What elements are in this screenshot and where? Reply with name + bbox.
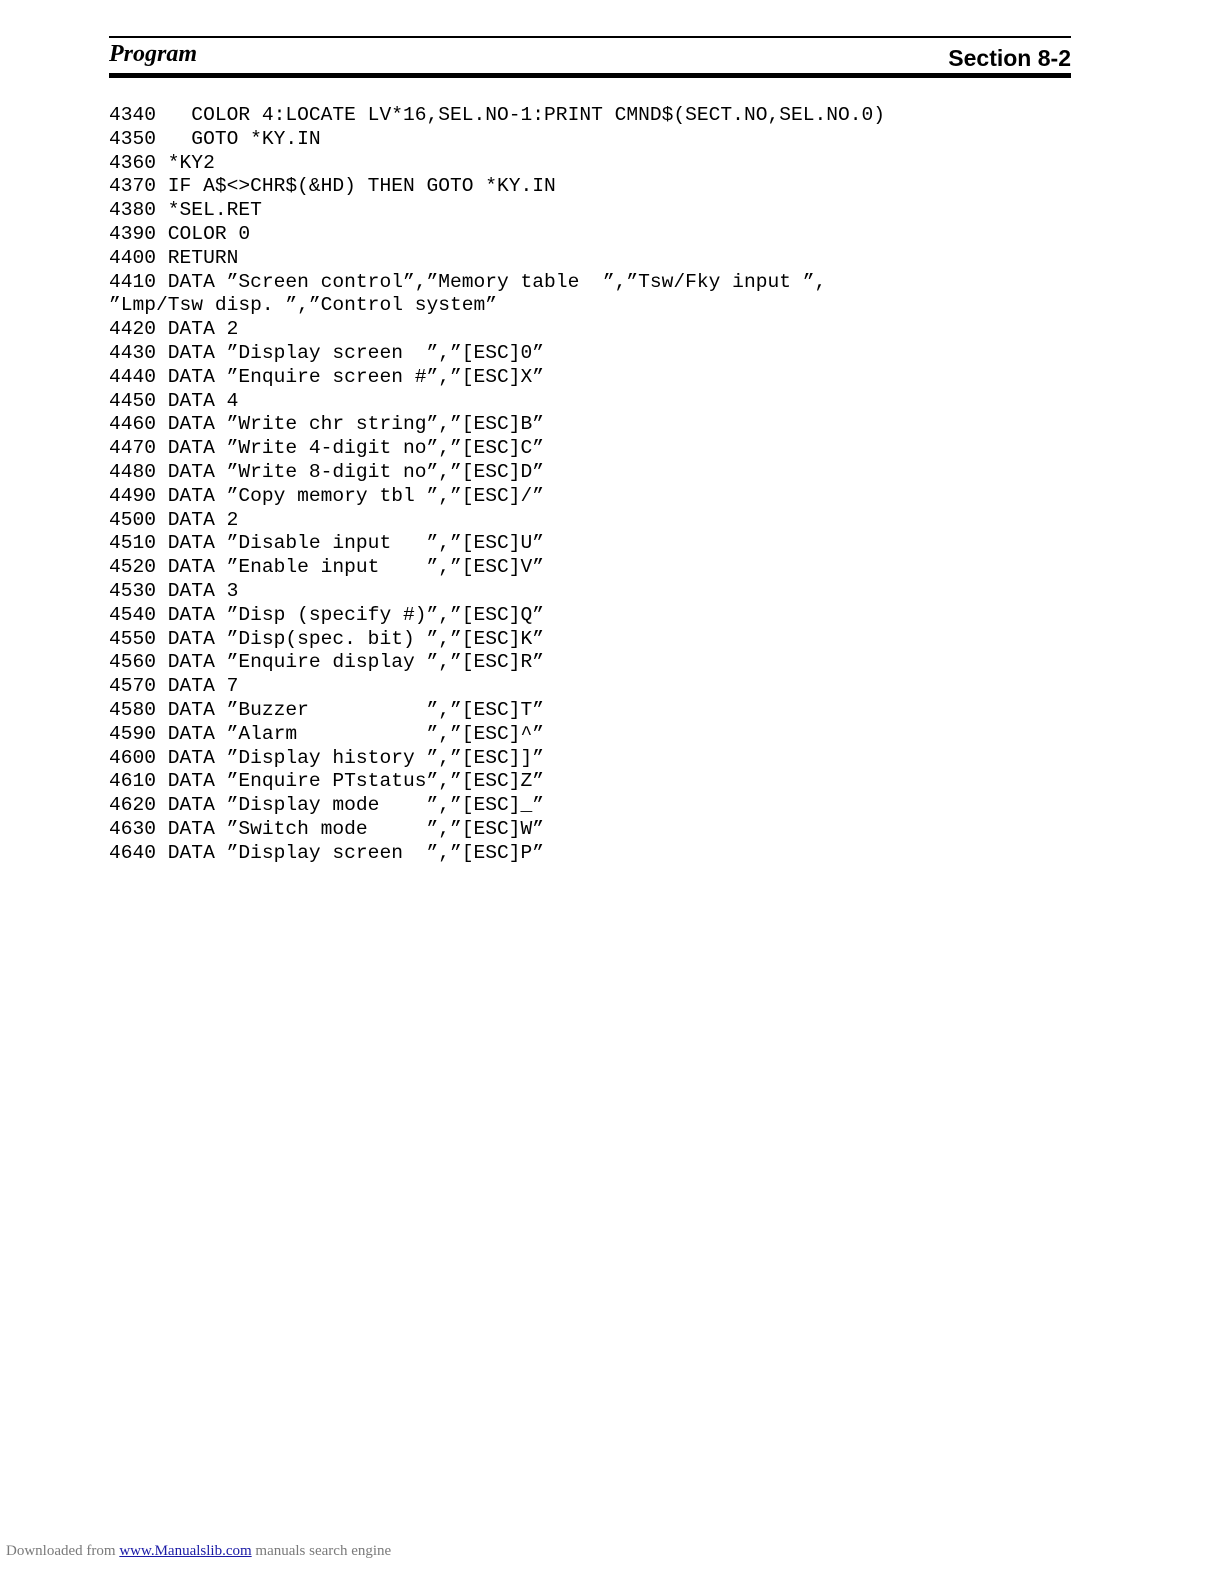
code-line: 4520 DATA ”Enable input ”,”[ESC]V” xyxy=(109,556,545,579)
code-line: 4630 DATA ”Switch mode ”,”[ESC]W” xyxy=(109,817,545,840)
footer-suffix: manuals search engine xyxy=(255,1543,392,1559)
code-line: 4410 DATA ”Screen control”,”Memory table ”,”Tsw/Fky input ”, xyxy=(109,270,827,293)
code-line: 4530 DATA 3 xyxy=(109,579,239,602)
code-listing xyxy=(109,104,1071,866)
code-line: 4430 DATA ”Display screen ”,”[ESC]0” xyxy=(109,341,545,364)
code-line: 4420 DATA 2 xyxy=(109,318,239,341)
code-line: 4590 DATA ”Alarm ”,”[ESC]^” xyxy=(109,722,545,745)
code-line: 4360 *KY2 xyxy=(109,151,215,174)
code-line: 4510 DATA ”Disable input ”,”[ESC]U” xyxy=(109,532,545,555)
code-line: 4570 DATA 7 xyxy=(109,675,239,698)
page-header-title: Program xyxy=(109,41,198,67)
code-line: 4600 DATA ”Display history ”,”[ESC]]” xyxy=(109,746,545,769)
manualslib-link[interactable]: www.Manualslib.com xyxy=(119,1543,252,1559)
code-line: 4550 DATA ”Disp(spec. bit) ”,”[ESC]K” xyxy=(109,627,545,650)
code-line: 4620 DATA ”Display mode ”,”[ESC]_” xyxy=(109,794,545,817)
code-line: 4400 RETURN xyxy=(109,246,239,269)
header-bottom-rule xyxy=(109,73,1071,78)
code-line: ”Lmp/Tsw disp. ”,”Control system” xyxy=(109,294,498,317)
code-line: 4470 DATA ”Write 4-digit no”,”[ESC]C” xyxy=(109,437,545,460)
code-line: 4370 IF A$<>CHR$(&HD) THEN GOTO *KY.IN xyxy=(109,175,556,198)
code-line: 4580 DATA ”Buzzer ”,”[ESC]T” xyxy=(109,698,545,721)
code-line: 4560 DATA ”Enquire display ”,”[ESC]R” xyxy=(109,651,545,674)
code-line: 4340 COLOR 4:LOCATE LV*16,SEL.NO-1:PRINT CMND$(SECT.NO,SEL.NO.0) xyxy=(109,104,886,126)
download-footer xyxy=(6,1542,391,1560)
code-line: 4460 DATA ”Write chr string”,”[ESC]B” xyxy=(109,413,545,436)
code-line: 4450 DATA 4 xyxy=(109,389,239,412)
code-line: 4540 DATA ”Disp (specify #)”,”[ESC]Q” xyxy=(109,603,545,626)
footer-prefix: Downloaded from xyxy=(6,1543,116,1559)
code-line: 4390 COLOR 0 xyxy=(109,222,251,245)
code-line: 4440 DATA ”Enquire screen #”,”[ESC]X” xyxy=(109,365,545,388)
code-line: 4380 *SEL.RET xyxy=(109,199,262,222)
code-line: 4350 GOTO *KY.IN xyxy=(109,127,321,150)
code-line: 4640 DATA ”Display screen ”,”[ESC]P” xyxy=(109,841,545,864)
header-top-rule xyxy=(109,36,1071,38)
section-number: Section 8-2 xyxy=(948,45,1071,71)
code-line: 4500 DATA 2 xyxy=(109,508,239,531)
code-line: 4480 DATA ”Write 8-digit no”,”[ESC]D” xyxy=(109,460,545,483)
code-line: 4490 DATA ”Copy memory tbl ”,”[ESC]/” xyxy=(109,484,545,507)
code-line: 4610 DATA ”Enquire PTstatus”,”[ESC]Z” xyxy=(109,770,545,793)
